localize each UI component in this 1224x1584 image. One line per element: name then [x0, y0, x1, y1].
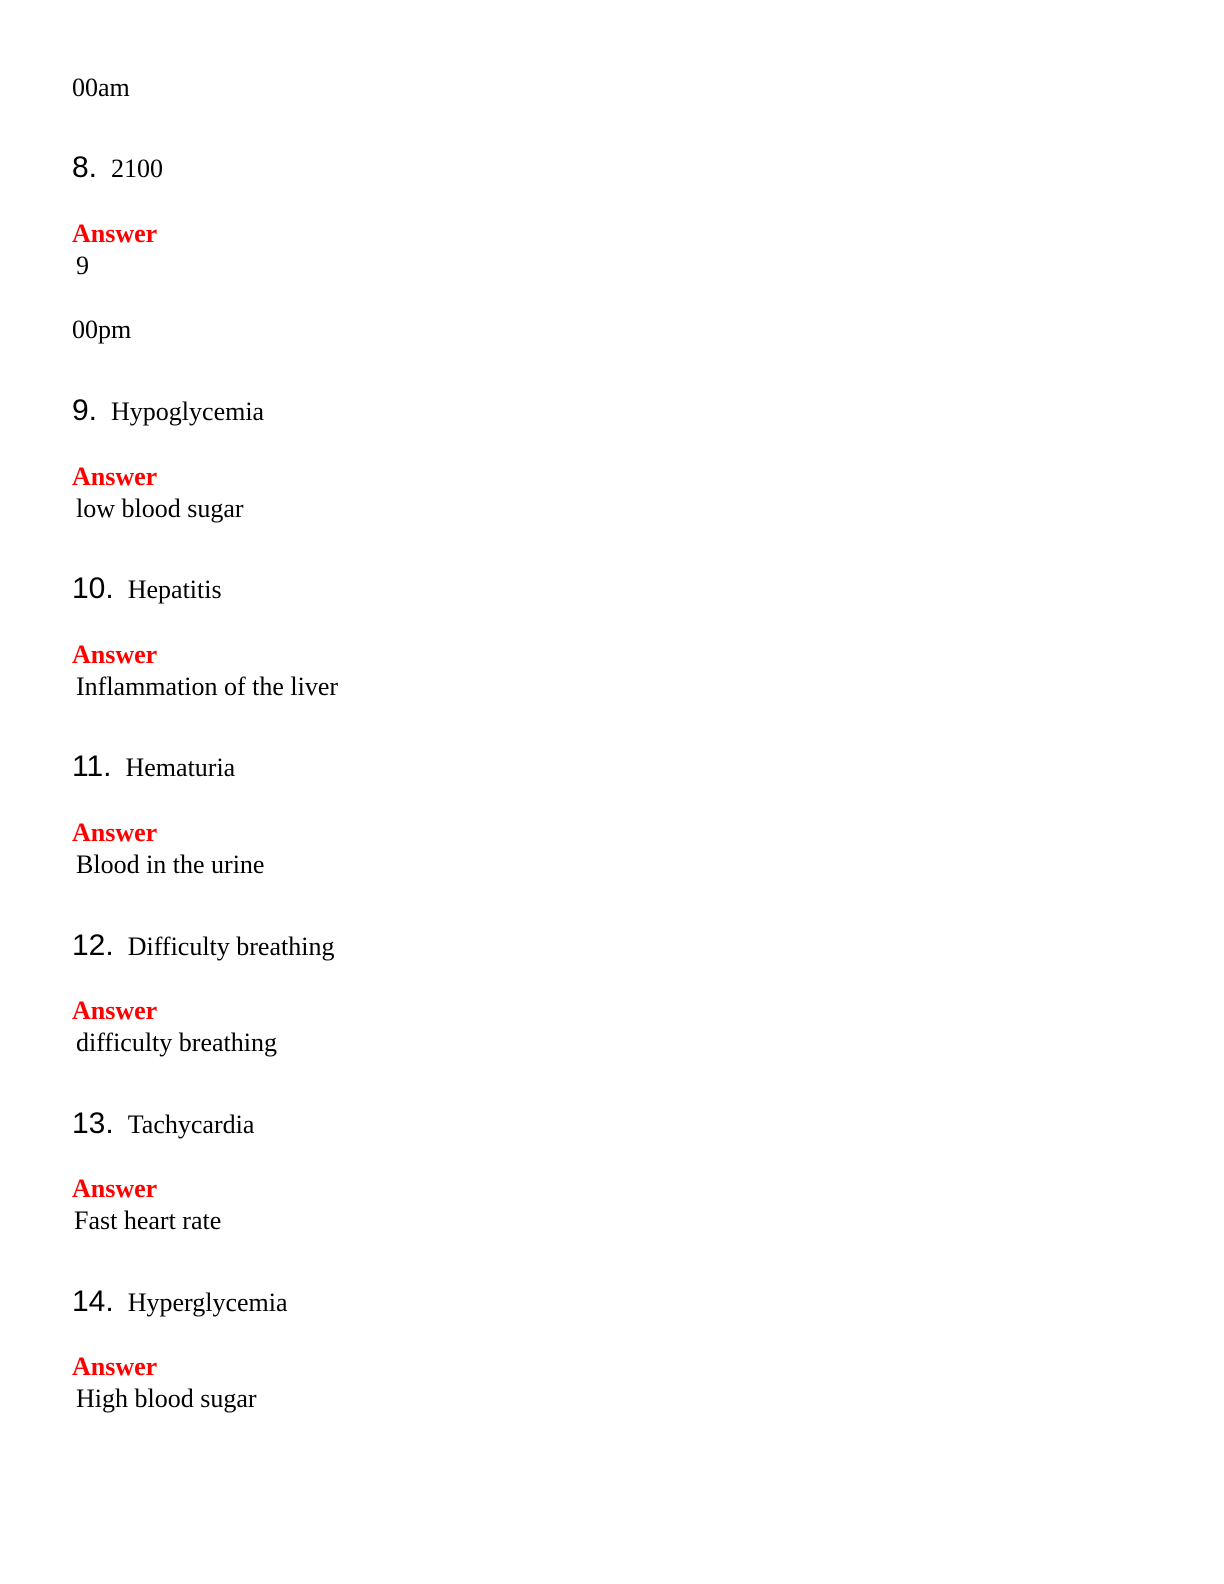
question-term: Tachycardia [127, 1110, 255, 1139]
question-term: Hepatitis [127, 575, 222, 604]
question-10 [72, 573, 222, 606]
answer-label: Answer [72, 462, 158, 491]
answer-label: Answer [72, 1352, 158, 1381]
answer-text: difficulty breathing [76, 1028, 277, 1057]
answer-text: Blood in the urine [76, 850, 265, 879]
question-14 [72, 1286, 288, 1319]
answer-label: Answer [72, 996, 158, 1025]
question-number: 12. [72, 929, 114, 962]
question-term: Hypoglycemia [111, 397, 265, 426]
question-11 [72, 751, 235, 784]
answer-text: 9 [76, 251, 89, 280]
question-term: Hyperglycemia [127, 1288, 288, 1317]
answer-text: Inflammation of the liver [76, 672, 339, 701]
answer-text: Fast heart rate [74, 1206, 222, 1235]
question-number: 14. [72, 1285, 114, 1318]
question-12 [72, 930, 334, 963]
answer-label: Answer [72, 219, 158, 248]
answer-text: low blood sugar [76, 494, 244, 523]
question-term: Difficulty breathing [127, 932, 335, 961]
question-number: 8. [72, 151, 98, 184]
question-term: 2100 [111, 154, 164, 183]
question-number: 11. [72, 750, 112, 783]
question-term: Hematuria [125, 753, 236, 782]
question-13 [72, 1108, 254, 1141]
text-fragment-00am: 00am [72, 73, 130, 102]
answer-text: High blood sugar [76, 1384, 257, 1413]
text-fragment-00pm: 00pm [72, 315, 132, 344]
question-number: 13. [72, 1107, 114, 1140]
question-9 [72, 395, 264, 428]
answer-label: Answer [72, 818, 158, 847]
question-8 [72, 152, 163, 185]
question-number: 10. [72, 572, 114, 605]
question-number: 9. [72, 394, 98, 427]
answer-label: Answer [72, 640, 158, 669]
answer-label: Answer [72, 1174, 158, 1203]
